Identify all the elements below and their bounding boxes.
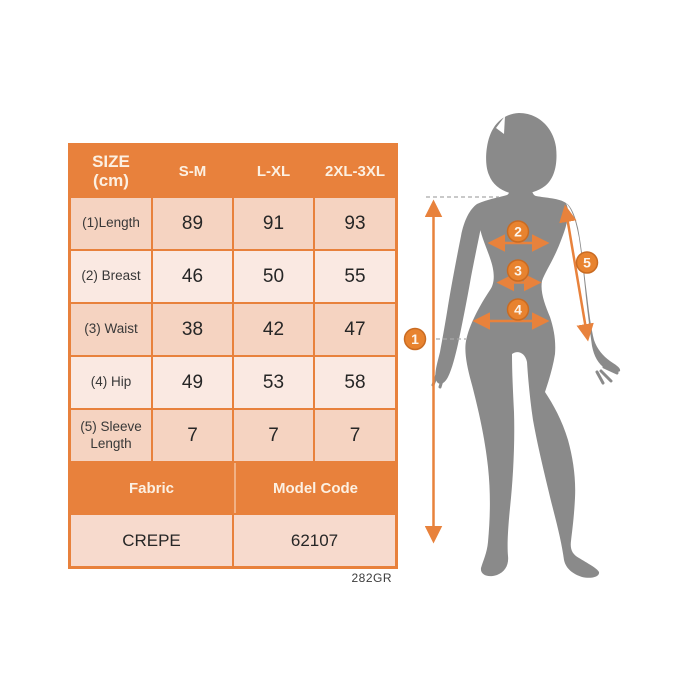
marker-2 bbox=[508, 221, 529, 242]
fabric-header: Fabric bbox=[71, 463, 232, 513]
row-label-length: (1)Length bbox=[71, 198, 151, 249]
row-label-sleeve-length: (5) Sleeve Length bbox=[71, 410, 151, 461]
length-sm: 89 bbox=[153, 198, 232, 249]
model-code-header: Model Code bbox=[234, 463, 395, 513]
sleeve-2xl3xl: 7 bbox=[315, 410, 395, 461]
model-code-value: 62107 bbox=[234, 515, 395, 566]
marker-3-number: 3 bbox=[514, 262, 522, 279]
footnote-code: 282GR bbox=[351, 571, 392, 585]
right-arm-silhouette bbox=[566, 203, 620, 372]
waist-lxl: 42 bbox=[234, 304, 313, 355]
waist-sm: 38 bbox=[153, 304, 232, 355]
column-header-sm: S-M bbox=[153, 146, 232, 196]
hip-sm: 49 bbox=[153, 357, 232, 408]
marker-5-number: 5 bbox=[583, 254, 591, 271]
sleeve-sm: 7 bbox=[153, 410, 232, 461]
hip-2xl3xl: 58 bbox=[315, 357, 395, 408]
row-label-waist: (3) Waist bbox=[71, 304, 151, 355]
size-header-line2: (cm) bbox=[93, 171, 129, 190]
marker-4 bbox=[508, 299, 529, 320]
size-header-line1: SIZE bbox=[92, 151, 130, 171]
sleeve-lxl: 7 bbox=[234, 410, 313, 461]
hip-lxl: 53 bbox=[234, 357, 313, 408]
waist-2xl3xl: 47 bbox=[315, 304, 395, 355]
breast-sm: 46 bbox=[153, 251, 232, 302]
breast-2xl3xl: 55 bbox=[315, 251, 395, 302]
fabric-value: CREPE bbox=[71, 515, 232, 566]
row-label-breast: (2) Breast bbox=[71, 251, 151, 302]
marker-2-number: 2 bbox=[514, 223, 522, 240]
row-label-hip: (4) Hip bbox=[71, 357, 151, 408]
length-lxl: 91 bbox=[234, 198, 313, 249]
torso-legs-silhouette bbox=[465, 182, 599, 578]
marker-5 bbox=[577, 252, 598, 273]
finger-strokes bbox=[433, 367, 617, 387]
column-header-2xl3xl: 2XL-3XL bbox=[315, 146, 395, 196]
marker-1-number: 1 bbox=[411, 331, 419, 347]
marker-1 bbox=[405, 329, 426, 350]
length-2xl3xl: 93 bbox=[315, 198, 395, 249]
body-silhouette bbox=[433, 113, 620, 578]
column-header-lxl: L-XL bbox=[234, 146, 313, 196]
marker-4-number: 4 bbox=[514, 301, 522, 318]
marker-3 bbox=[508, 260, 529, 281]
breast-lxl: 50 bbox=[234, 251, 313, 302]
